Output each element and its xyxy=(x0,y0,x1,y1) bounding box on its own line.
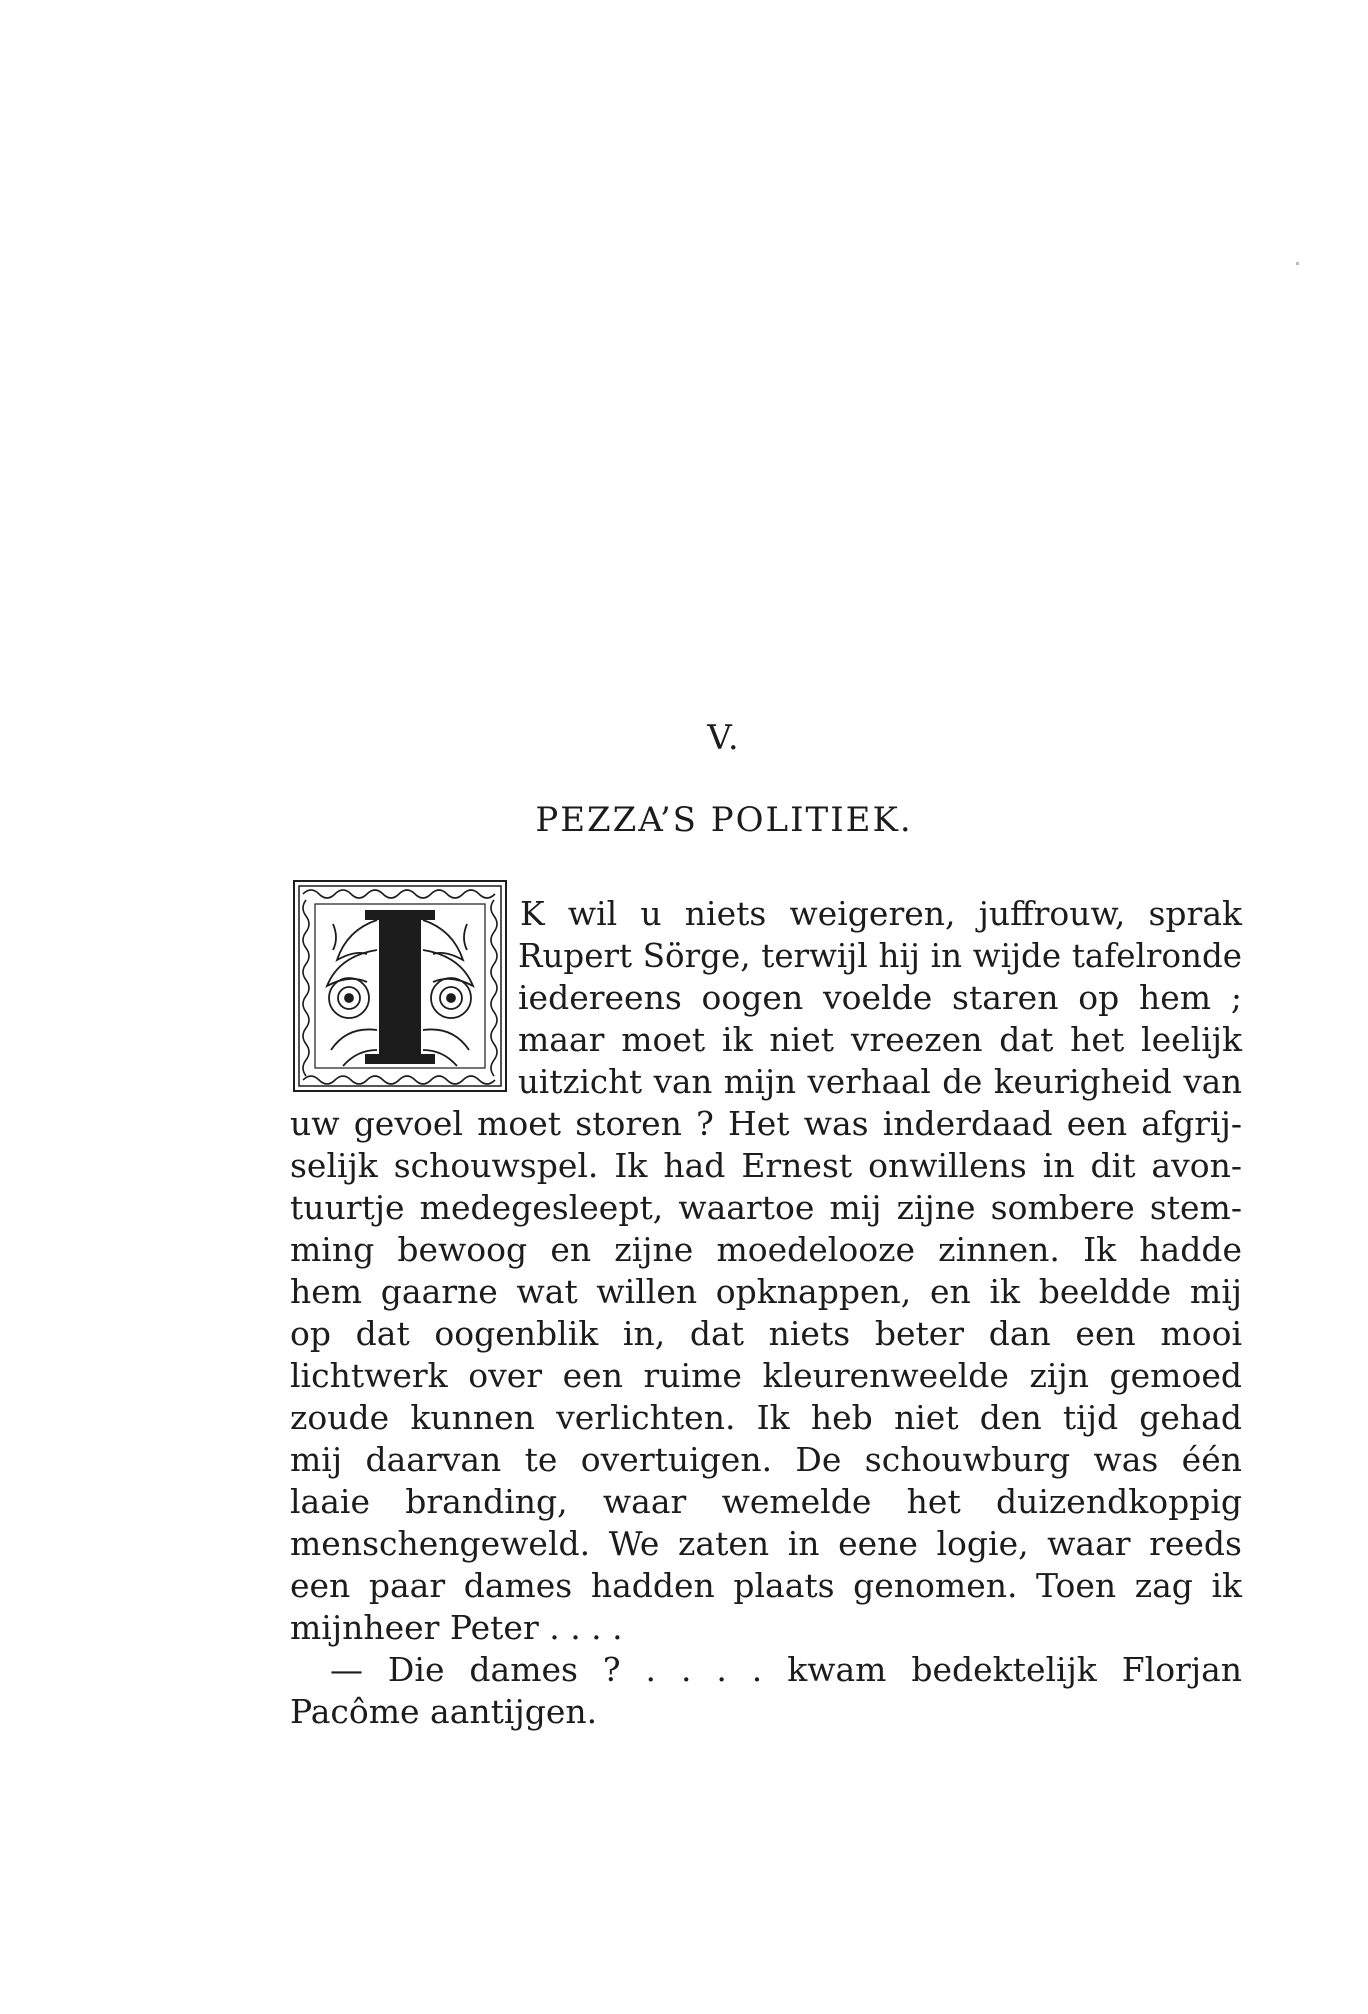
paragraph-line: K wil u niets weigeren, juffrouw, sprak xyxy=(520,894,1242,933)
paragraph-line: mijnheer Peter . . . . xyxy=(290,1608,623,1647)
paragraph-line: op dat oogenblik in, dat niets beter dan een mooi xyxy=(290,1314,1242,1353)
paragraph-line: mij daarvan te overtuigen. De schouwburg was één xyxy=(290,1440,1242,1479)
paragraph-line: uitzicht van mijn verhaal de keurigheid van xyxy=(518,1063,1242,1101)
paragraph-line: zoude kunnen verlichten. Ik heb niet den tijd gehad xyxy=(290,1398,1242,1437)
chapter-title: PEZZA’S POLITIEK. xyxy=(535,800,913,840)
paragraph-line: lichtwerk over een ruime kleurenweelde zijn gemoed xyxy=(290,1356,1242,1395)
paragraph-line: laaie branding, waar wemelde het duizendkoppig xyxy=(290,1482,1242,1521)
paragraph-line: ming bewoog en zijne moedelooze zinnen. Ik hadde xyxy=(290,1230,1242,1269)
paragraph-line: iedereens oogen voelde staren op hem ; xyxy=(518,978,1242,1017)
paragraph-line: Rupert Sörge, terwijl hij in wijde tafelronde xyxy=(518,937,1242,975)
paragraph-line: uw gevoel moet storen ? Het was inderdaad een afgrij- xyxy=(290,1104,1242,1143)
ornamental-drop-cap xyxy=(293,880,507,1092)
paragraph-line: menschengeweld. We zaten in eene logie, waar reeds xyxy=(290,1524,1242,1563)
chapter-number: V. xyxy=(707,718,741,758)
paragraph-line: een paar dames hadden plaats genomen. Toen zag ik xyxy=(290,1566,1242,1605)
paragraph-line: hem gaarne wat willen opknappen, en ik beeldde mij xyxy=(290,1272,1242,1311)
scan-speck xyxy=(1296,262,1299,265)
paragraph-line: tuurtje medegesleept, waartoe mij zijne sombere stem- xyxy=(290,1188,1242,1227)
paragraph-line: selijk schouwspel. Ik had Ernest onwillens in dit avon- xyxy=(290,1146,1242,1185)
dialogue-line: Pacôme aantijgen. xyxy=(290,1692,598,1731)
paragraph-line: maar moet ik niet vreezen dat het leelijk xyxy=(518,1020,1242,1059)
dialogue-line: — Die dames ? . . . . kwam bedektelijk Florjan xyxy=(330,1650,1242,1689)
